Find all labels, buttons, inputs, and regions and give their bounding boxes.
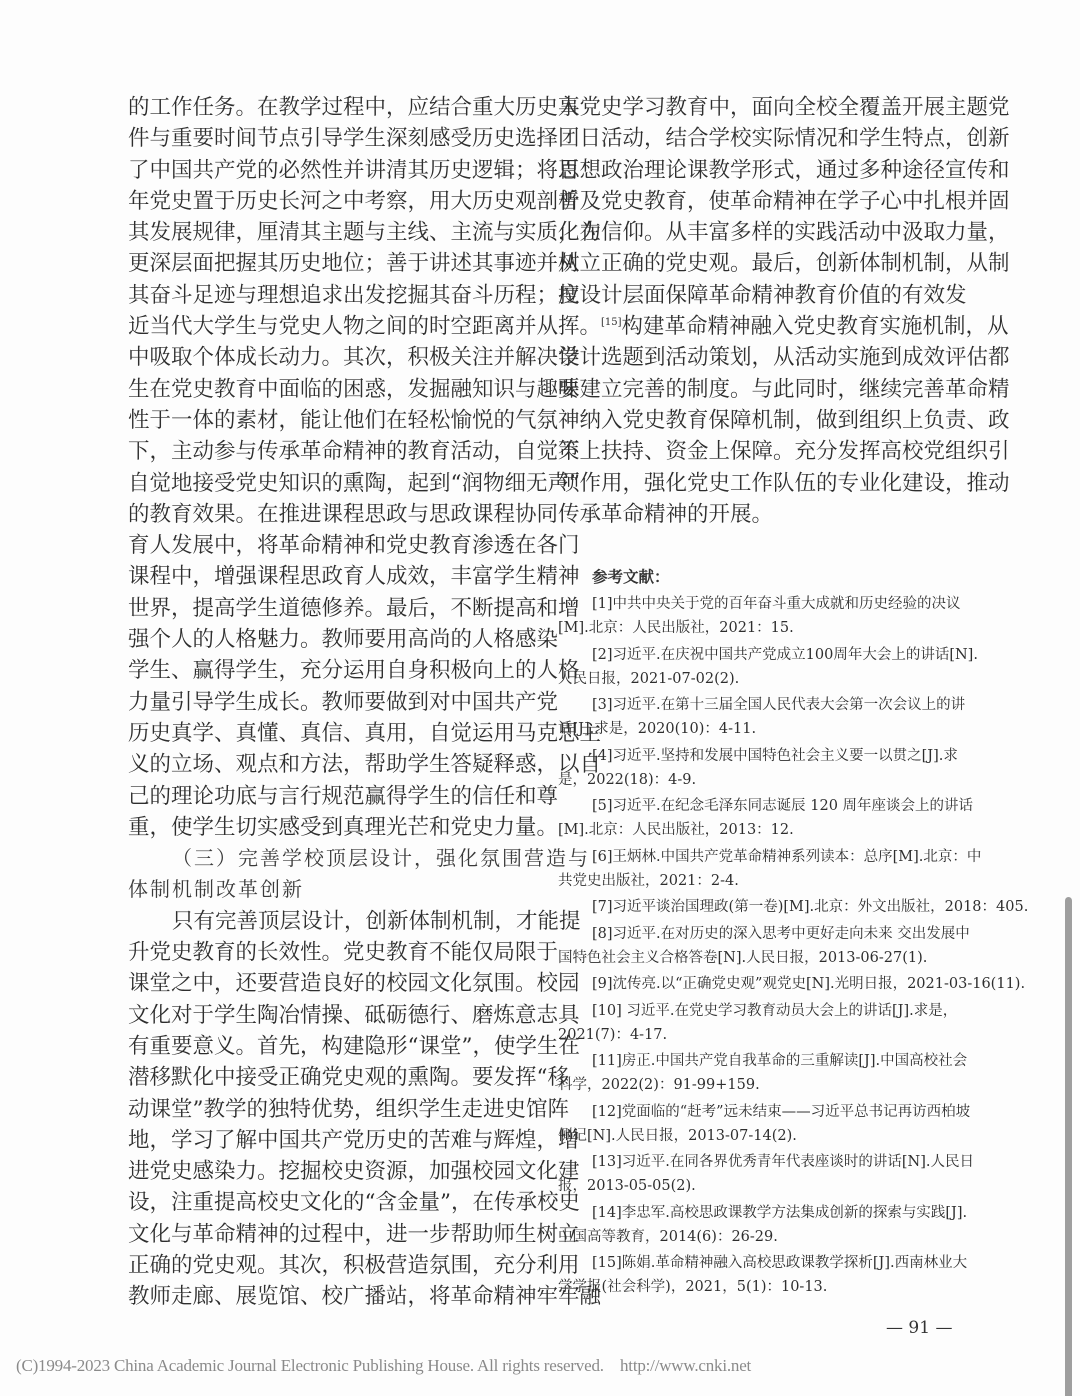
reference-item (558, 1251, 968, 1299)
section-heading-line: （三）完善学校顶层设计，强化氛围营造与 (172, 846, 590, 871)
reference-line: 是，2022(18)：4-9. (558, 771, 697, 788)
reference-item (558, 592, 961, 640)
reference-line: [15]陈娟.革命精神融入高校思政课教学探析[J].西南林业大 (592, 1255, 968, 1271)
text-line: 重，使学生切实感受到真理光芒和党史力量。 (128, 814, 559, 840)
reference-line: [14]李忠军.高校思政课教学方法集成创新的探索与实践[J]. (592, 1204, 968, 1221)
references-list (558, 592, 1029, 1299)
text-line: 的教育效果。在推进课程思政与思政课程协同 (128, 501, 559, 527)
text-line: 普及党史教育，使革命精神在学子心中扎根并固 (558, 188, 1010, 214)
text-line: 世界，提高学生道德修养。最后，不断提高和增 (128, 595, 580, 621)
reference-line: [11]房正.中国共产党自我革命的三重解读[J].中国高校社会 (592, 1053, 968, 1069)
reference-line: [1]中共中央关于党的百年奋斗重大成就和历史经验的决议 (592, 596, 961, 612)
reference-item (558, 693, 966, 741)
text-line: 要建立完善的制度。与此同时，继续完善革命精 (558, 376, 1010, 402)
reference-item (558, 1150, 974, 1198)
reference-line: 中国高等教育，2014(6)：26-29. (558, 1228, 778, 1245)
text-fragment: 构建革命精神融入党史教育实施机制，从 (621, 314, 1009, 340)
reference-line: [2]习近平.在庆祝中国共产党成立100周年大会上的讲话[N]. (592, 646, 978, 663)
text-line: 神纳入党史教育保障机制，做到组织上负责、政 (558, 407, 1010, 433)
text-line: 树立正确的党史观。最后，创新体制机制，从制 (558, 251, 1010, 277)
reference-item (558, 845, 982, 893)
reference-line: [3]习近平.在第十三届全国人民代表大会第一次会议上的讲 (592, 697, 966, 713)
page-number: — 91 — (886, 1318, 953, 1338)
text-line: 下，主动参与传承革命精神的教育活动，自觉不 (128, 439, 580, 465)
text-line: 有重要意义。首先，构建隐形“课堂”，使学生在 (128, 1033, 580, 1059)
text-line: 了中国共产党的必然性并讲清其历史逻辑；将百 (128, 157, 580, 183)
text-line: 其奋斗足迹与理想追求出发挖掘其奋斗历程；拉 (128, 282, 580, 308)
reference-line: [10] 习近平.在党史学习教育动员大会上的讲话[J].求是， (592, 1002, 958, 1019)
text-line: 件与重要时间节点引导学生深刻感受历史选择 (128, 126, 559, 152)
reference-line: [8]习近平.在对历史的深入思考中更好走向未来 交出发展中 (592, 925, 970, 942)
text-line: 传承革命精神的开展。 (558, 501, 774, 527)
left-column (128, 92, 602, 1313)
text-line: 团日活动，结合学校实际情况和学生特点，创新 (558, 126, 1010, 152)
reference-item (558, 1201, 968, 1249)
text-line: 动课堂”教学的独特优势，组织学生走进史馆阵 (128, 1096, 569, 1122)
text-line: 近当代大学生与党史人物之间的时空距离并从 (128, 314, 559, 340)
text-line: 更深层面把握其历史地位；善于讲述其事迹并从 (128, 251, 580, 277)
text-line: 性于一体的素材，能让他们在轻松愉悦的气氛 (128, 407, 559, 433)
reference-line: [7]习近平谈治国理政(第一卷)[M].北京：外文出版社，2018：405. (592, 899, 1029, 915)
reference-line: [9]沈传亮.以“正确党史观”观党史[N].光明日报，2021-03-16(11). (592, 976, 1026, 992)
text-line: 进党史感染力。挖掘校史资源，加强校园文化建 (128, 1159, 580, 1185)
reference-line: 2021(7)：4-17. (558, 1026, 668, 1043)
text-line: 中吸取个体成长动力。其次，积极关注并解决学 (128, 345, 580, 371)
copyright-footer: (C)1994-2023 China Academic Journal Electronic Publishing House. All rights reserved. http://www.cnki.net (16, 1356, 752, 1375)
text-line: 其发展规律，厘清其主题与主线、主流与实质，在 (128, 220, 602, 246)
reference-line: [12]党面临的“赶考”远未结束——习近平总书记再访西柏坡 (592, 1103, 971, 1120)
reference-item (558, 999, 958, 1047)
reference-line: [5]习近平.在纪念毛泽东同志诞辰 120 周年座谈会上的讲话 (592, 798, 974, 814)
reference-item (558, 794, 974, 842)
reference-line: 话[J].求是，2020(10)：4-11. (558, 721, 757, 737)
text-line (558, 311, 1009, 342)
text-line: 正确的党史观。其次，积极营造氛围，充分利用 (128, 1252, 580, 1278)
reference-item (558, 1100, 971, 1148)
text-line: 思想政治理论课教学形式，通过多种途径宣传和 (558, 157, 1010, 183)
vertical-scrollbar[interactable] (1065, 897, 1072, 1396)
section-heading-line: 体制机制改革创新 (128, 877, 304, 902)
text-line: 课程中，增强课程思政育人成效，丰富学生精神 (128, 564, 580, 590)
text-line: 己的理论功底与言行规范赢得学生的信任和尊 (128, 783, 559, 809)
text-line: 升党史教育的长效性。党史教育不能仅局限于 (128, 940, 559, 966)
reference-line: [13]习近平.在同各界优秀青年代表座谈时的讲话[N].人民日 (592, 1154, 974, 1170)
reference-line: [4]习近平.坚持和发展中国特色社会主义要一以贯之[J].求 (592, 747, 958, 764)
text-line: 领作用，强化党史工作队伍的专业化建设，推动 (558, 470, 1010, 496)
text-line: 只有完善顶层设计，创新体制机制，才能提 (172, 908, 581, 934)
reference-line: 国特色社会主义合格答卷[N].人民日报，2013-06-27(1). (558, 949, 928, 966)
reference-item (558, 1049, 968, 1097)
reference-line: 科学，2022(2)：91-99+159. (558, 1077, 760, 1093)
text-line: 义的立场、观点和方法，帮助学生答疑释惑，以自 (128, 752, 602, 778)
text-line: 设计选题到活动策划，从活动实施到成效评估都 (558, 345, 1010, 371)
reference-item (558, 744, 958, 792)
references-section (558, 562, 1029, 1302)
reference-line: [M].北京：人民出版社，2013：12. (558, 822, 794, 838)
text-line: 的工作任务。在教学过程中，应结合重大历史事 (128, 95, 580, 120)
references-title: 参考文献： (592, 567, 670, 586)
reference-line: 人民日报，2021-07-02(2). (558, 670, 740, 687)
reference-line: 侧记[N].人民日报，2013-07-14(2). (558, 1127, 797, 1144)
text-line: 生在党史教育中面临的困惑，发掘融知识与趣味 (128, 376, 580, 402)
text-line: 自觉地接受党史知识的熏陶，起到“润物细无声” (128, 470, 580, 496)
citation-superscript: [15] (601, 317, 622, 329)
reference-item (558, 922, 970, 970)
text-line: 力量引导学生成长。教师要做到对中国共产党 (128, 689, 559, 715)
text-line: 强个人的人格魅力。教师要用高尚的人格感染 (128, 627, 559, 653)
reference-line: 学学报(社会科学)，2021，5(1)：10-13. (558, 1279, 828, 1295)
text-line: 文化与革命精神的过程中，进一步帮助师生树立 (128, 1221, 580, 1247)
text-line: 历史真学、真懂、真信、真用，自觉运用马克思主 (128, 720, 602, 746)
reference-line: 共党史出版社，2021：2-4. (558, 872, 739, 889)
text-line: 策上扶持、资金上保障。充分发挥高校党组织引 (558, 439, 1010, 465)
reference-line: 报，2013-05-05(2). (558, 1178, 696, 1194)
reference-item (558, 895, 1029, 919)
reference-item (558, 972, 1026, 996)
text-line: 课堂之中，还要营造良好的校园文化氛围。校园 (128, 971, 580, 997)
right-column (558, 92, 1010, 530)
text-line: 年党史置于历史长河之中考察，用大历史观剖析 (128, 188, 580, 214)
text-line: 潜移默化中接受正确党史观的熏陶。要发挥“移 (128, 1065, 569, 1091)
text-line: 教师走廊、展览馆、校广播站，将革命精神牢牢融 (128, 1284, 602, 1310)
text-line: 入党史学习教育中，面向全校全覆盖开展主题党 (558, 95, 1010, 120)
text-line: 学生、赢得学生，充分运用自身积极向上的人格 (128, 658, 580, 684)
reference-item (558, 643, 978, 691)
text-line: 化为信仰。从丰富多样的实践活动中汲取力量， (558, 220, 1010, 246)
text-line: 度设计层面保障革命精神教育价值的有效发 (558, 282, 967, 308)
reference-line: [M].北京：人民出版社，2021：15. (558, 620, 794, 636)
text-fragment: 挥。 (558, 314, 602, 340)
text-line: 育人发展中，将革命精神和党史教育渗透在各门 (128, 533, 580, 559)
text-line: 设，注重提高校史文化的“含金量”，在传承校史 (128, 1190, 580, 1216)
text-line: 文化对于学生陶冶情操、砥砺德行、磨炼意志具 (128, 1002, 580, 1028)
text-line: 地，学习了解中国共产党历史的苦难与辉煌，增 (128, 1127, 580, 1153)
reference-line: [6]王炳林.中国共产党革命精神系列读本：总序[M].北京：中 (592, 848, 982, 865)
